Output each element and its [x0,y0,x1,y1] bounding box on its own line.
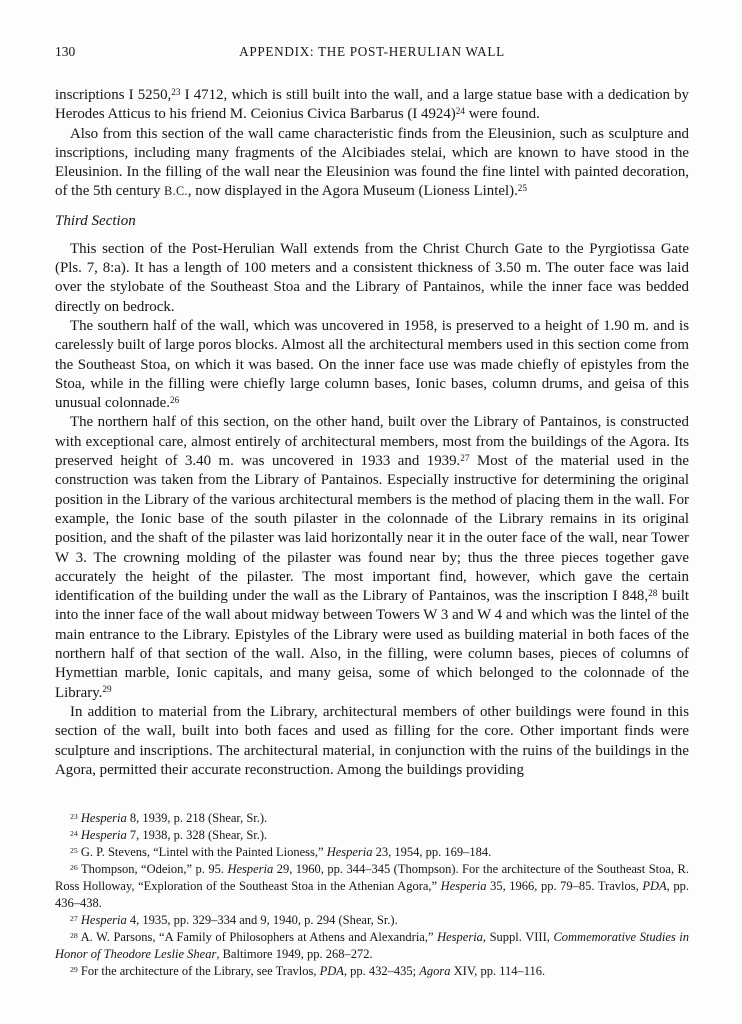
text-segment: Hesperia [440,879,487,894]
footnote-number: 27 [70,913,78,923]
footnote [55,827,689,844]
text-segment: 29, 1960, pp. 344–345 (Thompson). For the architecture of the Southeast Stoa, R. Ross Holloway, “Exploration of the Southeast Stoa in the Athenian Agora,” [55,862,689,894]
text-segment: Also from this section of the wall came characteristic finds from the Eleusinion, such as sculpture and inscriptions, including many fragments of the Alcibiades stelai, which are known to have stood in the Eleusinion. In the filling of the wall near the Eleusinion was found the fine lintel with painted decoration, of the 5th century [55,125,689,200]
text-segment: were found. [464,106,540,123]
section-heading [55,212,689,231]
text-segment: Commemorative Studies in Honor of Theodore Leslie Shear [55,930,690,962]
footnote [55,912,689,929]
footnote [55,810,689,827]
page-number: 130 [55,44,76,59]
text-segment: PDA [642,879,667,894]
text-segment: This section of the Post-Herulian Wall extends from the Christ Church Gate to the Pyrgiotissa Gate (Pls. 7, 8:a). It has a length of 100 meters and a consistent thickness of 3.50 m. The outer face was laid over the stylobate of the Southeast Stoa and the Library of Pantainos, while the inner face was bedded directly on bedrock. [55,240,689,315]
footnotes [55,810,689,980]
footnote-ref: 24 [455,106,465,117]
text-segment: 35, 1966, pp. 79–85. Travlos, [486,879,643,894]
paragraph [55,703,689,780]
footnote [55,963,689,980]
text-segment: , pp. 436–438. [55,879,689,911]
body-content [55,86,689,780]
page-header [55,44,689,64]
footnote-number: 26 [70,862,78,872]
footnote [55,844,689,861]
text-segment: , Baltimore 1949, pp. 268–272. [216,947,373,962]
text-segment: The northern half of this section, on the other hand, built over the Library of Pantainos, is constructed with exceptional care, almost entirely of architectural members, most from the buildings of the Agora. Its preserved height of 3.40 m. was uncovered in 1933 and 1939. [55,414,689,470]
text-segment: 4, 1935, pp. 329–334 and 9, 1940, p. 294 (Shear, Sr.). [126,913,398,928]
text-segment: Most of the material used in the construction was taken from the Library of Pantainos. Especially instructive for determining the original position in the Library of the various architectural members is the method of placing them in the wall. For example, the Ionic base of the south pilaster in the colonnade of the Library remains in its original position, and the shaft of the pilaster was laid horizontally near it in the outer face of the wall, near Tower W 3. The crowning molding of the pilaster was found near by; thus the three pieces together gave accurately the height of the pilaster. The most important find, however, which gave the certain identification of the building under the wall as the Library of Pantainos, was the inscription I 848, [55,453,689,605]
footnote-number: 28 [70,930,78,940]
text-segment: Hesperia [326,845,373,860]
text-segment: Hesperia [227,862,274,877]
text-segment: Hesperia [437,930,483,945]
footnote [55,861,689,912]
footnote-number: 29 [70,964,78,974]
text-column [55,44,689,980]
paragraph [55,125,689,202]
text-segment: G. P. Stevens, “Lintel with the Painted Lioness,” [80,845,327,860]
footnote-ref: 27 [460,452,470,463]
text-segment: , pp. 432–435; [343,964,420,979]
text-segment: inscriptions I 5250, [55,87,172,103]
paragraph [55,86,689,125]
footnote [55,929,689,963]
footnote-ref: 25 [517,183,528,194]
text-segment: I 4712, which is still built into the wall, and a large statue base with a dedication by Herodes Atticus to his friend M. Ceionius Civica Barbarus (I 4924) [55,87,689,123]
paragraph [55,317,689,413]
text-segment: In addition to material from the Library, architectural members of other buildings were found in this section of the wall, built into both faces and used as filling for the core. Other important finds were sculpture and inscriptions. The architectural material, in conjunction with the ruins of the buildings in the Agora, permitted their accurate reconstruction. Among the buildings providing [55,703,689,778]
footnote-ref: 29 [102,684,112,695]
footnote-number: 25 [70,845,78,855]
text-segment: A. W. Parsons, “A Family of Philosophers at Athens and Alexandria,” [80,930,438,945]
text-segment: built into the inner face of the wall about midway between Towers W 3 and W 4 and which was the lintel of the main entrance to the Library. Epistyles of the Library were used as building material in both faces of the northern half of that section of the wall. Also, in the filling, were column bases, pieces of columns of Hymettian marble, Ionic capitals, and many geisa, some of which belonged to the colonnade of the Library. [55,588,689,701]
text-segment: Third Section [55,212,136,229]
text-segment: The southern half of the wall, which was uncovered in 1958, is preserved to a height of 1.90 m. and is carelessly built of large poros blocks. Almost all the architectural members used in this section come from the Southeast Stoa, on which it was based. On the inner face use was made chiefly of epistyles from the Stoa, while in the filling were chiefly large column bases, Ionic bases, column drums, and geisa of this unusual colonnade. [55,317,689,412]
footnote-ref: 26 [169,395,180,405]
footnote-number: 23 [70,811,78,821]
text-segment: Thompson, “Odeion,” p. 95. [80,862,228,877]
text-segment: B.C. [164,184,188,199]
text-segment: XIV, pp. 114–116. [450,964,546,979]
running-title: APPENDIX: THE POST-HERULIAN WALL [239,44,505,59]
text-segment: PDA [319,964,344,979]
text-segment: 23, 1954, pp. 169–184. [372,845,492,860]
text-segment: , now displayed in the Agora Museum (Lioness Lintel). [187,183,518,200]
footnote-number: 24 [70,828,78,838]
text-segment: Hesperia [80,913,127,928]
paragraph [55,413,689,702]
text-segment: Agora [419,964,451,979]
paragraph [55,240,689,317]
text-segment: , Suppl. VIII, [482,930,554,945]
text-segment: 8, 1939, p. 218 (Shear, Sr.). [126,811,268,826]
text-segment: Hesperia [80,828,127,843]
footnote-ref: 23 [171,86,181,97]
text-segment: 7, 1938, p. 328 (Shear, Sr.). [126,828,268,843]
footnote-ref: 28 [648,587,658,598]
text-segment: For the architecture of the Library, see Travlos, [80,964,320,979]
text-segment: Hesperia [80,811,127,826]
